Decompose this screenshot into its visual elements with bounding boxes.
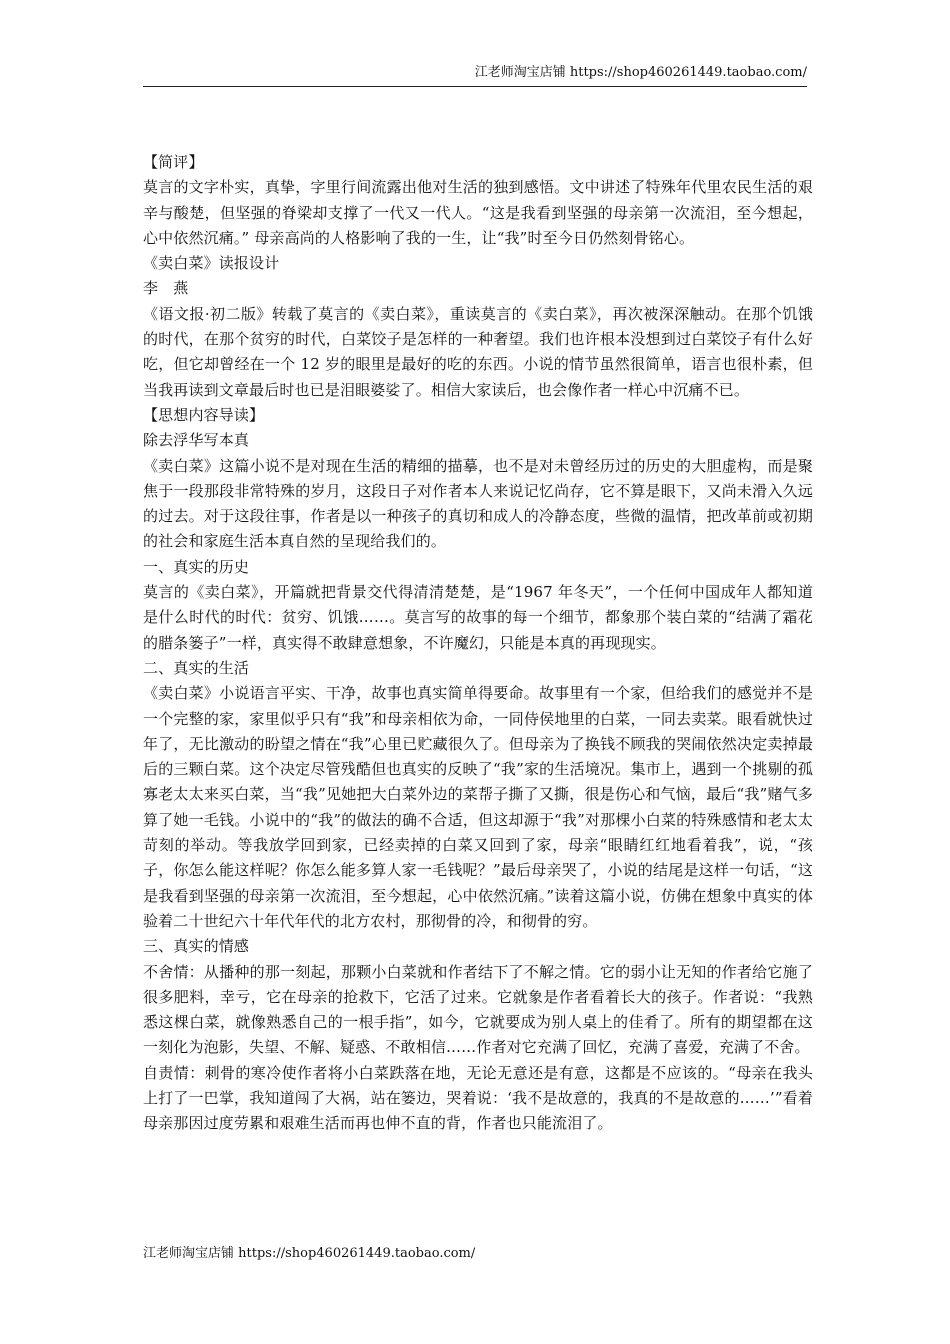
paragraph-reluctance: 不舍情：从播种的那一刻起，那颗小白菜就和作者结下了不解之情。它的弱小让无知的作者给它施了很多肥料，幸亏，它在母亲的抢救下，它活了过来。它就象是作者看着长大的孩子。作者说：“我熟悉这棵白菜，就像熟悉自己的一根手指”，如今，它就要成为别人桌上的佳肴了。所有的期望都在这一刻化为泡影，失望、不解、疑惑、不敢相信……作者对它充满了回忆，充满了喜爱，充满了不舍。: [143, 962, 813, 1057]
article-author: 李 燕: [143, 279, 189, 298]
heading-review: 【简评】: [143, 153, 204, 171]
paragraph-overview: 《卖白菜》这篇小说不是对现在生活的精细的描摹，也不是对未曾经历过的历史的大胆虚构，而是聚焦于一段那段非常特殊的岁月，这段日子对作者本人来说记忆尚存，它不算是眼下，又尚未滑入久远的过去。对于这段往事，作者是以一种孩子的真切和成人的冷静态度，些微的温情，把改革前或初期的社会和家庭生活本真自然的呈现给我们的。: [143, 456, 813, 551]
heading-guide: 【思想内容导读】: [143, 405, 265, 424]
paragraph-self-blame: 自责情：刺骨的寒冷使作者将小白菜跌落在地，无论无意还是有意，这都是不应该的。“母亲在我头上打了一巴掌，我知道闯了大祸，站在篓边，哭着说：‘我不是故意的，我真的不是故意的……’”看着母亲那因过度劳累和艰难生活而再也伸不直的背，作者也只能流泪了。: [143, 1063, 813, 1133]
article-body: [143, 150, 813, 1137]
paragraph-review: 莫言的文字朴实，真挚，字里行间流露出他对生活的独到感悟。文中讲述了特殊年代里农民生活的艰辛与酸楚，但坚强的脊梁却支撑了一代又一代人。“这是我看到坚强的母亲第一次流泪，至今想起，心中依然沉痛。” 母亲高尚的人格影响了我的一生，让“我”时至今日仍然刻骨铭心。: [143, 178, 813, 247]
page-footer: [143, 1246, 475, 1262]
header-shop-text: 江老师淘宝店铺 https://shop460261449.taobao.com/: [474, 65, 807, 80]
footer-shop-text: 江老师淘宝店铺 https://shop460261449.taobao.com/: [143, 1246, 476, 1261]
section-heading-emotion: 三、真实的情感: [143, 937, 250, 956]
page-header: [143, 66, 807, 87]
paragraph-life: 《卖白菜》小说语言平实、干净，故事也真实简单得要命。故事里有一个家，但给我们的感觉并不是一个完整的家，家里似乎只有“我”和母亲相依为命，一同侍侯地里的白菜，一同去卖菜。眼看就快过年了，无比激动的盼望之情在“我”心里已贮藏很久了。但母亲为了换钱不顾我的哭闹依然决定卖掉最后的三颗白菜。这个决定尽管残酷但也真实的反映了“我”家的生活境况。集市上，遇到一个挑剔的孤寡老太太来买白菜，当“我”见她把大白菜外边的菜帮子撕了又撕，很是伤心和气恼，最后“我”赌气多算了她一毛钱。小说中的“我”的做法的确不合适，但这却源于“我”对那棵小白菜的特殊感情和老太太苛刻的举动。等我放学回到家，已经卖掉的白菜又回到了家，母亲“眼睛红红地看着我”，说，“孩子，你怎么能这样呢？你怎么能多算人家一毛钱呢？”最后母亲哭了，小说的结尾是这样一句话，“这是我看到坚强的母亲第一次流泪，至今想起，心中依然沉痛。”读着这篇小说，仿佛在想象中真实的体验着二十世纪六十年代年代的北方农村，那彻骨的冷，和彻骨的穷。: [143, 684, 813, 930]
subheading: 除去浮华写本真: [143, 431, 250, 450]
section-heading-history: 一、真实的历史: [143, 557, 250, 576]
paragraph-intro: 《语文报·初二版》转载了莫言的《卖白菜》，重读莫言的《卖白菜》，再次被深深触动。在那个饥饿的时代，在那个贫穷的时代，白菜饺子是怎样的一种奢望。我们也许根本没想到过白菜饺子有什么好吃，但它却曾经在一个 12 岁的眼里是最好的吃的东西。小说的情节虽然很简单，语言也很朴素，但当我再读到文章最后时也已是泪眼婆娑了。相信大家读后，也会像作者一样心中沉痛不已。: [143, 304, 813, 399]
section-heading-life: 二、真实的生活: [143, 658, 250, 677]
paragraph-history: 莫言的《卖白菜》，开篇就把背景交代得清清楚楚，是“1967 年冬天”，一个任何中国成年人都知道是什么时代的时代：贫穷、饥饿……。莫言写的故事的每一个细节，都象那个装白菜的“结满了霜花的腊条篓子”一样，真实得不敢肆意想象，不许魔幻，只能是本真的再现现实。: [143, 583, 813, 652]
article-title: 《卖白菜》读报设计: [143, 254, 280, 273]
